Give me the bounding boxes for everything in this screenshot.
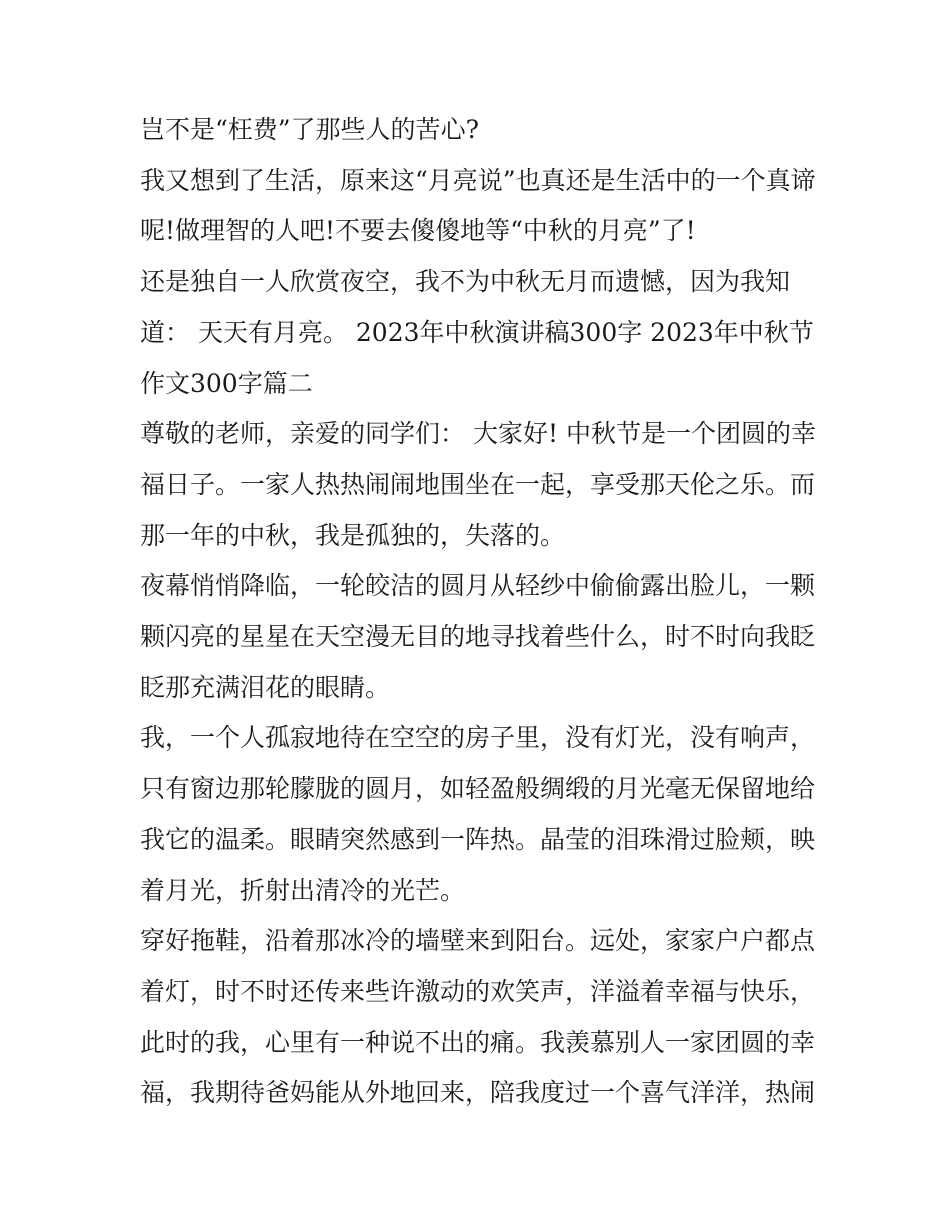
paragraph-1: 岂不是“枉费”了那些人的苦心? <box>140 115 479 144</box>
document-body <box>140 105 820 1119</box>
paragraph-5: 夜幕悄悄降临，一轮皎洁的圆月从轻纱中偷偷露出脸儿，一颗颗闪亮的星星在天空漫无目的地寻找着些什么，时不时向我眨眨那充满泪花的眼睛。 <box>140 571 816 702</box>
paragraph-2: 我又想到了生活，原来这“月亮说”也真还是生活中的一个真谛呢!做理智的人吧!不要去傻傻地等“中秋的月亮”了! <box>140 165 816 246</box>
paragraph-4: 尊敬的老师，亲爱的同学们： 大家好! 中秋节是一个团圆的幸福日子。一家人热热闹闹地围坐在一起，享受那天伦之乐。而那一年的中秋，我是孤独的，失落的。 <box>140 419 816 550</box>
paragraph-6: 我，一个人孤寂地待在空空的房子里，没有灯光，没有响声，只有窗边那轮朦胧的圆月，如轻盈般绸缎的月光毫无保留地给我它的温柔。眼睛突然感到一阵热。晶莹的泪珠滑过脸颊，映着月光，折射出清冷的光芒。 <box>140 723 816 905</box>
paragraph-7: 穿好拖鞋，沿着那冰冷的墙壁来到阳台。远处，家家户户都点着灯，时不时还传来些许激动的欢笑声，洋溢着幸福与快乐，此时的我，心里有一种说不出的痛。我羡慕别人一家团圆的幸福，我期待爸妈能从外地回来，陪我度过一个喜气洋洋，热闹 <box>140 926 816 1108</box>
paragraph-3: 还是独自一人欣赏夜空，我不为中秋无月而遗憾，因为我知道： 天天有月亮。 2023年中秋演讲稿300字 2023年中秋节作文300字篇二 <box>140 267 814 398</box>
